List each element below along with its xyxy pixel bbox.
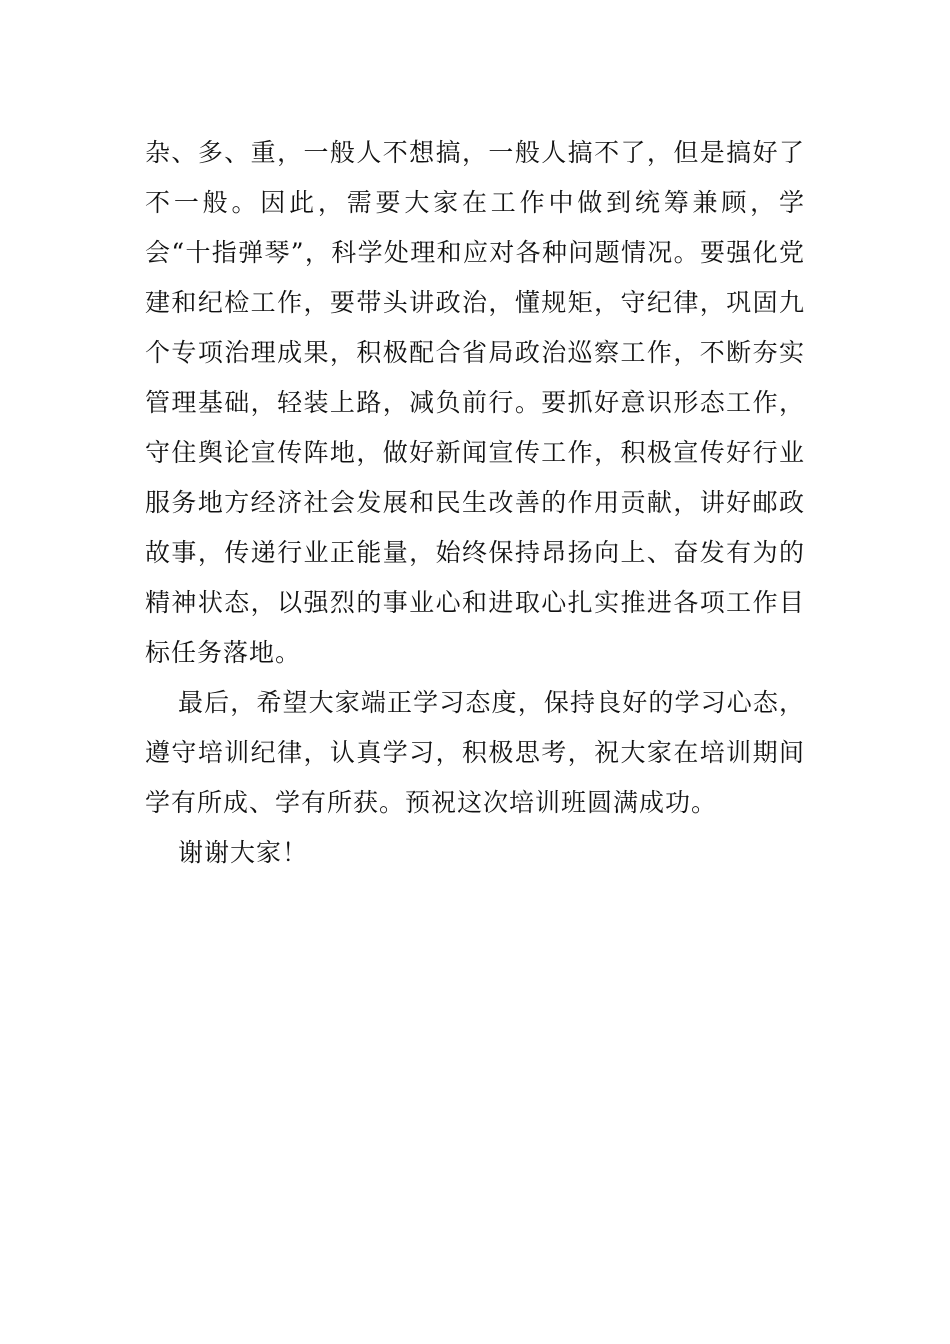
paragraph-closing-wishes: 最后，希望大家端正学习态度，保持良好的学习心态，遵守培训纪律，认真学习，积极思考，祝大家在培训期间学有所成、学有所获。预祝这次培训班圆满成功。 (145, 688, 805, 817)
document-body (145, 128, 805, 878)
paragraph-continuation: 杂、多、重，一般人不想搞，一般人搞不了，但是搞好了不一般。因此，需要大家在工作中做到统筹兼顾，学会“十指弹琴”，科学处理和应对各种问题情况。要强化党建和纪检工作，要带头讲政治，懂规矩，守纪律，巩固九个专项治理成果，积极配合省局政治巡察工作，不断夯实管理基础，轻装上路，减负前行。要抓好意识形态工作，守住舆论宣传阵地，做好新闻宣传工作，积极宣传好行业服务地方经济社会发展和民生改善的作用贡献，讲好邮政故事，传递行业正能量，始终保持昂扬向上、奋发有为的精神状态，以强烈的事业心和进取心扎实推进各项工作目标任务落地。 (145, 138, 805, 667)
paragraph-thanks: 谢谢大家！ (178, 838, 309, 867)
